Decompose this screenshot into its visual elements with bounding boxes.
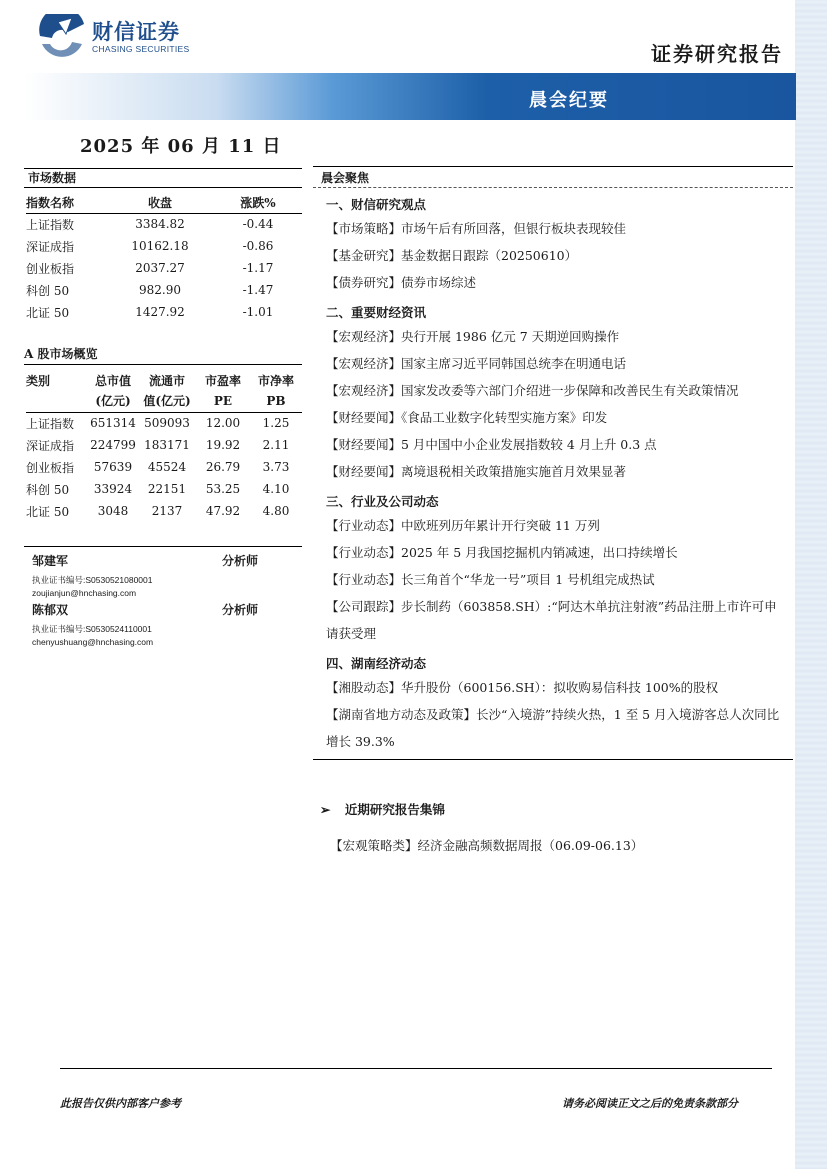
cell: 1427.92	[135, 305, 185, 319]
cell: 创业板指	[26, 460, 75, 475]
list-item[interactable]: 【财经要闻】离境退税相关政策措施实施首月效果显著	[326, 464, 627, 479]
section-heading: 二、重要财经资讯	[326, 305, 427, 320]
table-row	[26, 500, 302, 522]
footer-rule	[60, 1068, 772, 1069]
list-item[interactable]: 【宏观经济】国家主席习近平同韩国总统李在明通电话	[326, 356, 627, 371]
cell: 创业板指	[26, 261, 75, 276]
analyst-email[interactable]: zoujianjun@hnchasing.com	[32, 588, 137, 598]
cell: 上证指数	[26, 217, 75, 232]
cell: -0.44	[242, 217, 274, 232]
analyst-divider	[24, 546, 302, 547]
cell: 4.10	[262, 482, 290, 496]
cell: 982.90	[139, 283, 181, 297]
morning-focus	[313, 166, 793, 760]
analyst-cert: 执业证书编号:S0530524110001	[32, 624, 152, 634]
cell: -1.17	[242, 261, 274, 275]
cell: 2037.27	[135, 261, 185, 275]
table-row	[26, 412, 302, 434]
cell: 3.73	[262, 460, 290, 474]
table-row	[26, 257, 302, 279]
cell: 北证 50	[26, 305, 70, 320]
list-item[interactable]: 【行业动态】2025 年 5 月我国挖掘机内销减速，出口持续增长	[326, 545, 678, 560]
table-header-row	[26, 192, 302, 213]
recent-reports-title	[320, 800, 445, 818]
cell: 北证 50	[26, 504, 70, 519]
list-item[interactable]: 【财经要闻】《食品工业数字化转型实施方案》印发	[326, 410, 608, 425]
side-decoration-strip	[795, 0, 827, 1169]
column-header: 涨跌%	[240, 195, 276, 210]
title-banner	[24, 73, 796, 120]
table-row	[26, 213, 302, 235]
banner-title: 晨会纪要	[529, 90, 609, 111]
focus-end-rule	[313, 759, 793, 760]
cell: -1.01	[242, 305, 274, 319]
list-item[interactable]: 【湘股动态】华升股份（600156.SH）：拟收购易信科技 100%的股权	[326, 680, 719, 695]
cell: 科创 50	[26, 482, 70, 497]
a-share-title: A 股市场概览	[24, 345, 302, 365]
cell: 26.79	[205, 460, 241, 474]
table-row	[26, 235, 302, 257]
column-header	[26, 390, 88, 412]
cell: 深证成指	[26, 239, 75, 254]
section-heading: 四、湖南经济动态	[326, 656, 427, 671]
footer-left: 此报告仅供内部客户参考	[60, 1097, 181, 1110]
report-type: 证券研究报告	[651, 42, 783, 66]
cell: 47.92	[205, 504, 241, 518]
market-data-title: 市场数据	[24, 168, 302, 188]
column-header: PE	[213, 393, 233, 408]
cell: 53.25	[205, 482, 241, 496]
bullet-arrow-icon: ➢	[320, 802, 331, 817]
cell: 183171	[144, 438, 190, 452]
column-header: 指数名称	[26, 195, 75, 210]
analyst-name: 邹建军	[32, 554, 69, 568]
cell: 12.00	[205, 416, 241, 431]
table-header-row	[26, 370, 302, 390]
cell: 深证成指	[26, 438, 75, 453]
analyst-role: 分析师	[222, 603, 259, 617]
table-row	[26, 456, 302, 478]
cell: 45524	[147, 460, 187, 474]
cell: 33924	[93, 482, 133, 496]
column-header: 市盈率	[204, 373, 241, 388]
analyst-card	[32, 601, 292, 647]
list-item[interactable]: 【市场策略】市场午后有所回落，但银行板块表现较佳	[326, 221, 627, 236]
cell: 1.25	[262, 416, 290, 431]
analyst-role: 分析师	[222, 554, 259, 568]
cell: 3048	[97, 504, 129, 518]
analyst-email[interactable]: chenyushuang@hnchasing.com	[32, 637, 154, 647]
cell: 10162.18	[131, 239, 189, 253]
company-name-cn: 财信证券	[92, 20, 180, 44]
list-item[interactable]: 【宏观经济】央行开展 1986 亿元 7 天期逆回购操作	[326, 329, 620, 344]
cell: 651314	[90, 416, 136, 431]
list-item[interactable]: 【宏观经济】国家发改委等六部门介绍进一步保障和改善民生有关政策情况	[326, 383, 739, 398]
cell: -1.47	[242, 283, 274, 297]
column-header: 流通市	[148, 373, 185, 388]
cell: 4.80	[262, 504, 290, 518]
cell: 2137	[151, 504, 183, 518]
company-logo-icon	[38, 14, 86, 58]
table-row	[26, 279, 302, 301]
cell: 3384.82	[135, 217, 185, 232]
recent-report-item[interactable]: 【宏观策略类】经济金融高频数据周报（06.09-06.13）	[330, 838, 644, 853]
table-row	[26, 434, 302, 456]
cell: 22151	[147, 482, 187, 496]
cell: 科创 50	[26, 283, 70, 298]
recent-reports-label: 近期研究报告集锦	[344, 802, 445, 817]
cell: 509093	[144, 416, 190, 431]
footer-right: 请务必阅读正文之后的免责条款部分	[562, 1097, 738, 1110]
a-share-table	[26, 370, 302, 522]
list-item[interactable]: 【行业动态】中欧班列历年累计开行突破 11 万列	[326, 518, 600, 533]
cell: 2.11	[262, 438, 290, 452]
cell: 19.92	[205, 438, 241, 452]
column-header: PB	[266, 393, 286, 408]
list-item[interactable]: 【公司跟踪】步长制药（603858.SH）:“阿达木单抗注射液”药品注册上市许可申请获受理	[326, 599, 777, 641]
cell: 224799	[90, 438, 136, 452]
analyst-cert: 执业证书编号:S0530521080001	[32, 575, 153, 585]
section-heading: 三、行业及公司动态	[326, 494, 439, 509]
focus-title: 晨会聚焦	[313, 166, 793, 188]
cell: -0.86	[242, 239, 274, 253]
table-row	[26, 301, 302, 323]
list-item[interactable]: 【债券研究】债券市场综述	[326, 275, 477, 290]
analyst-name: 陈郁双	[32, 603, 69, 617]
list-item[interactable]: 【湖南省地方动态及政策】长沙“入境游”持续火热，1 至 5 月入境游客总人次同比增长 39.3%	[326, 707, 780, 749]
column-header: 值(亿元)	[143, 394, 191, 409]
cell: 上证指数	[26, 416, 75, 431]
company-name-en: CHASING SECURITIES	[92, 44, 190, 54]
column-header: 收盘	[147, 195, 172, 210]
list-item[interactable]: 【基金研究】基金数据日跟踪（20250610）	[326, 248, 578, 263]
table-row	[26, 478, 302, 500]
analyst-card	[32, 552, 292, 598]
section-heading: 一、财信研究观点	[326, 197, 427, 212]
report-date: 2025 年 06 月 11 日	[80, 136, 282, 157]
column-header: 类别	[26, 373, 51, 388]
cell: 57639	[93, 460, 133, 474]
column-header: (亿元)	[95, 394, 131, 409]
list-item[interactable]: 【行业动态】长三角首个“华龙一号”项目 1 号机组完成热试	[326, 572, 655, 587]
column-header: 总市值	[94, 373, 131, 388]
table-header-row	[26, 390, 302, 412]
list-item[interactable]: 【财经要闻】5 月中国中小企业发展指数较 4 月上升 0.3 点	[326, 437, 657, 452]
market-data-table	[26, 192, 302, 323]
column-header: 市净率	[257, 373, 294, 388]
